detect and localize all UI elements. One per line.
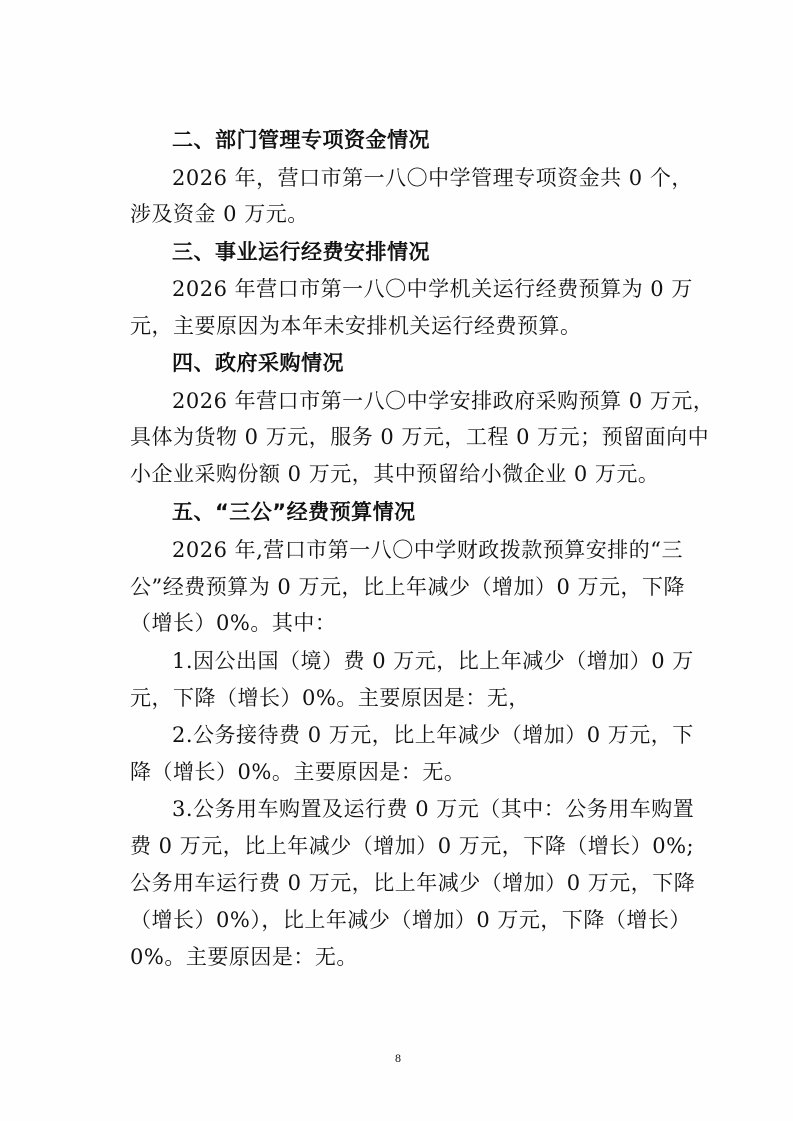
section-heading-dept-special-funds: 二、部门管理专项资金情况 [172,128,430,152]
paragraph-line: 2026 年,营口市第一八〇中学财政拨款预算安排的“三 [172,538,684,562]
section-heading-operating-expenses: 三、事业运行经费安排情况 [172,240,430,264]
paragraph-line: （增长）0%），比上年减少（增加）0 万元，下降（增长） [130,908,691,932]
list-item-official-reception: 2.公务接待费 0 万元，比上年减少（增加）0 万元，下 [172,723,694,747]
paragraph-line: 2026 年营口市第一八〇中学安排政府采购预算 0 万元， [172,389,715,413]
paragraph-line: （增长）0%。其中： [130,611,337,635]
paragraph-line: 具体为货物 0 万元，服务 0 万元，工程 0 万元；预留面向中 [130,425,710,449]
paragraph-line: 2026 年，营口市第一八〇中学管理专项资金共 0 个， [172,166,693,190]
section-heading-government-procurement: 四、政府采购情况 [172,351,344,375]
section-heading-three-public-expenses: 五、“三公”经费预算情况 [172,500,416,524]
paragraph-line: 元，下降（增长）0%。主要原因是：无， [130,686,530,710]
paragraph-line: 费 0 万元，比上年减少（增加）0 万元，下降（增长）0%; [130,834,695,858]
paragraph-line: 降（增长）0%。主要原因是：无。 [130,760,466,784]
paragraph-line: 公”经费预算为 0 万元，比上年减少（增加）0 万元，下降 [130,575,685,599]
paragraph-line: 0%。主要原因是：无。 [130,945,358,969]
page-number: 8 [395,1051,401,1065]
paragraph-line: 2026 年营口市第一八〇中学机关运行经费预算为 0 万 [172,277,693,301]
paragraph-line: 涉及资金 0 万元。 [130,202,309,226]
list-item-overseas-travel: 1.因公出国（境）费 0 万元，比上年减少（增加）0 万 [172,649,694,673]
paragraph-line: 公务用车运行费 0 万元，比上年减少（增加）0 万元，下降 [130,871,696,895]
paragraph-line: 元，主要原因为本年未安排机关运行经费预算。 [130,314,582,338]
list-item-official-vehicles: 3.公务用车购置及运行费 0 万元（其中：公务用车购置 [172,797,695,821]
paragraph-line: 小企业采购份额 0 万元，其中预留给小微企业 0 万元。 [130,462,660,486]
